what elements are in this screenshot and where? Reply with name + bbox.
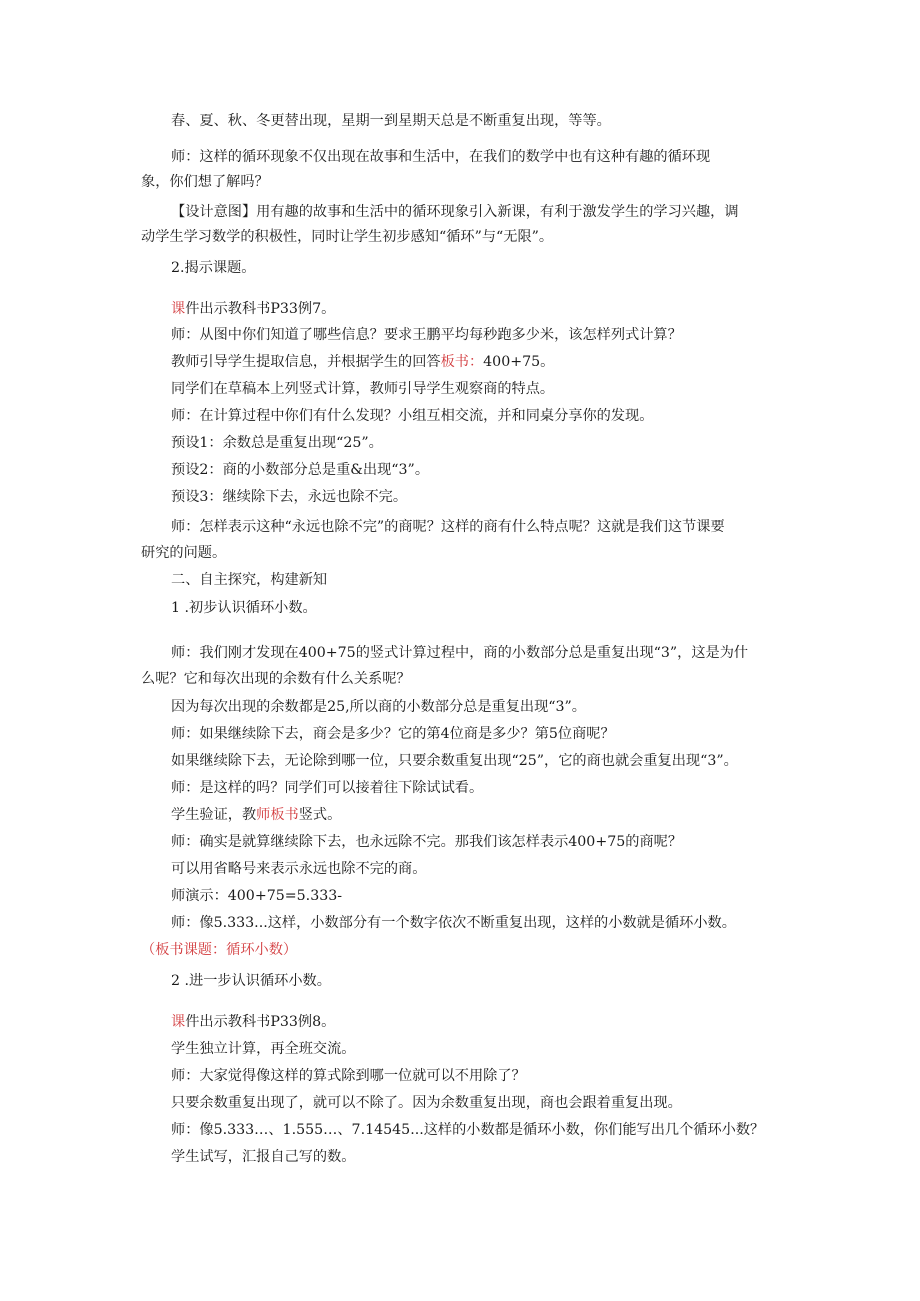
text-line: 学生独立计算，再全班交流。 xyxy=(171,1041,356,1057)
text-line: 师演示：400+75=5.333- xyxy=(171,888,343,904)
text-line: 么呢？它和每次出现的余数有什么关系呢？ xyxy=(141,671,411,687)
section-heading: 2.揭示课题。 xyxy=(171,260,256,276)
text-line: 师：如果继续除下去，商会是多少？它的第4位商是多少？第5位商呢？ xyxy=(171,726,615,742)
text-line: 师：像5.333...这样，小数部分有一个数字依次不断重复出现，这样的小数就是循环小数。 xyxy=(171,915,736,931)
text-line: 如果继续除下去，无论除到哪一位，只要余数重复出现“25”，它的商也就会重复出现“3”。 xyxy=(171,753,738,769)
section-heading: 2 .进一步认识循环小数。 xyxy=(171,973,331,989)
text-line: 研究的问题。 xyxy=(141,545,227,561)
section-heading: 二、自主探究，构建新知 xyxy=(171,572,328,588)
text-line: 师：像5.333…、1.555…、7.14545...这样的小数都是循环小数，你们能写出几个循环小数？ xyxy=(171,1122,765,1138)
text-line: 师：从图中你们知道了哪些信息？要求王鹏平均每秒跑多少米，该怎样列式计算？ xyxy=(171,327,682,343)
text-line: 师：这样的循环现象不仅出现在故事和生活中，在我们的数学中也有这种有趣的循环现 xyxy=(171,149,711,165)
design-intent-line: 【设计意图】用有趣的故事和生活中的循环现象引入新课，有利于激发学生的学习兴趣，调 xyxy=(171,204,739,220)
text-line: 师：大家觉得像这样的算式除到哪一位就可以不用除了？ xyxy=(171,1068,526,1084)
text-line: 春、夏、秋、冬更替出现，星期一到星期天总是不断重复出现，等等。 xyxy=(171,113,611,129)
text-line: 因为每次出现的余数都是25,所以商的小数部分总是重复出现“3”。 xyxy=(171,699,586,715)
text-line: 学生验证，教师板书竖式。 xyxy=(171,807,342,823)
section-heading: 1 .初步认识循环小数。 xyxy=(171,600,317,616)
text-line: 课件出示教科书P33例8。 xyxy=(171,1014,336,1030)
text-line: 课件出示教科书P33例7。 xyxy=(171,301,336,317)
board-title: （板书课题：循环小数） xyxy=(141,942,298,958)
text-line: 教师引导学生提取信息，并根据学生的回答板书：400+75。 xyxy=(171,354,555,370)
text-line: 预设3：继续除下去，永远也除不完。 xyxy=(171,489,408,505)
text-line: 预设2：商的小数部分总是重&出现“3”。 xyxy=(171,462,430,478)
text-line: 师：我们刚才发现在400+75的竖式计算过程中，商的小数部分总是重复出现“3”，这是为什 xyxy=(171,645,749,661)
text-line: 师：是这样的吗？同学们可以接着往下除试试看。 xyxy=(171,780,484,796)
text-line: 师：确实是就算继续除下去，也永远除不完。那我们该怎样表示400+75的商呢？ xyxy=(171,834,683,850)
text-line: 预设1：余数总是重复出现“25”。 xyxy=(171,435,383,451)
text-line: 师：在计算过程中你们有什么发现？小组互相交流，并和同桌分享你的发现。 xyxy=(171,408,654,424)
text-line: 同学们在草稿本上列竖式计算，教师引导学生观察商的特点。 xyxy=(171,381,555,397)
text-line: 只要余数重复出现了，就可以不除了。因为余数重复出现，商也会跟着重复出现。 xyxy=(171,1095,682,1111)
text-line: 学生试写，汇报自己写的数。 xyxy=(171,1149,356,1165)
text-line: 可以用省略号来表示永远也除不完的商。 xyxy=(171,861,427,877)
text-line: 师：怎样表示这种“永远也除不完”的商呢？这样的商有什么特点呢？这就是我们这节课要 xyxy=(171,519,725,535)
text-line: 象，你们想了解吗？ xyxy=(141,174,269,190)
text-line: 动学生学习数学的积极性，同时让学生初步感知“循环”与“无限”。 xyxy=(141,229,554,245)
